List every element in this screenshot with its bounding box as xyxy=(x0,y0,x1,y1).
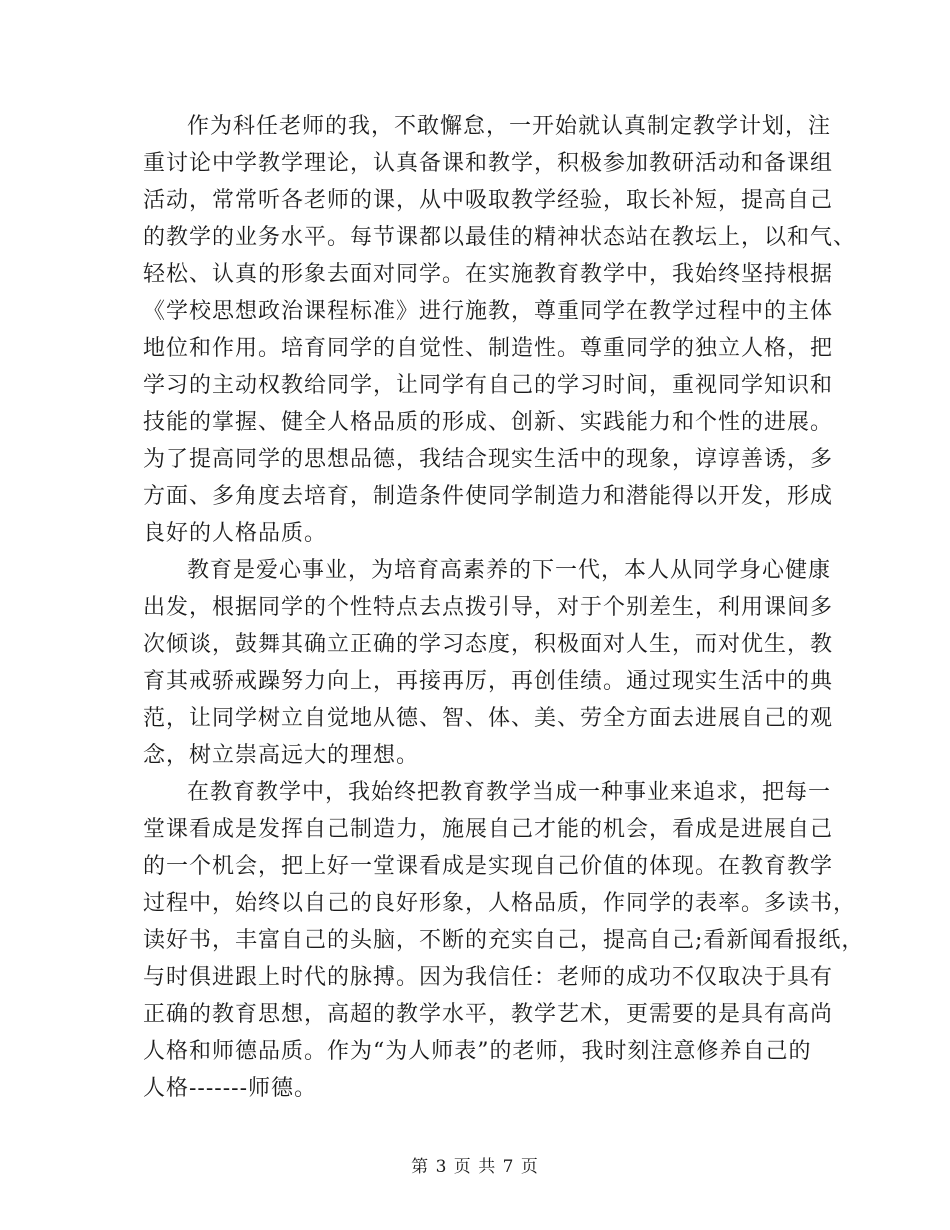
paragraph-1-line-8: 学习的主动权教给同学，让同学有自己的学习时间，重视同学知识和 xyxy=(143,373,834,398)
paragraph-1-line-9: 技能的掌握、健全人格品质的形成、创新、实践能力和个性的进展。 xyxy=(143,410,834,435)
paragraph-1-line-3: 活动，常常听各老师的课，从中吸取教学经验，取长补短，提高自己 xyxy=(143,188,834,213)
paragraph-1-line-5: 轻松、认真的形象去面对同学。在实施教育教学中，我始终坚持根据 xyxy=(143,262,834,287)
paragraph-1-line-1: 作为科任老师的我，不敢懈怠，一开始就认真制定教学计划，注 xyxy=(187,114,832,139)
paragraph-3-line-2: 堂课看成是发挥自己制造力，施展自己才能的机会，看成是进展自己 xyxy=(143,817,834,842)
paragraph-1-line-11: 方面、多角度去培育，制造条件使同学制造力和潜能得以开发，形成 xyxy=(143,484,834,509)
paragraph-2-line-4: 育其戒骄戒躁努力向上，再接再厉，再创佳绩。通过现实生活中的典 xyxy=(143,669,834,694)
paragraph-1-line-12: 良好的人格品质。 xyxy=(143,521,328,546)
paragraph-3-line-5: 读好书，丰富自己的头脑，不断的充实自己，提高自己;看新闻看报纸， xyxy=(143,928,865,953)
paragraph-3-line-4: 过程中，始终以自己的良好形象，人格品质，作同学的表率。多读书， xyxy=(143,891,857,916)
paragraph-3-line-7: 正确的教育思想，高超的教学水平，教学艺术，更需要的是具有高尚 xyxy=(143,1002,834,1027)
paragraph-1-line-4: 的教学的业务水平。每节课都以最佳的精神状态站在教坛上，以和气、 xyxy=(143,225,857,250)
paragraph-1-line-6: 《学校思想政治课程标准》进行施教，尊重同学在教学过程中的主体 xyxy=(143,299,834,324)
paragraph-3-line-6: 与时俱进跟上时代的脉搏。因为我信任：老师的成功不仅取决于具有 xyxy=(143,965,834,990)
paragraph-3-line-9: 人格-------师德。 xyxy=(143,1076,318,1101)
paragraph-1-line-10: 为了提高同学的思想品德，我结合现实生活中的现象，谆谆善诱，多 xyxy=(143,447,834,472)
page-number-footer: 第 3 页 共 7 页 xyxy=(411,1157,539,1177)
paragraph-3-line-8: 人格和师德品质。作为“为人师表”的老师，我时刻注意修养自己的 xyxy=(143,1039,812,1064)
paragraph-1-line-7: 地位和作用。培育同学的自觉性、制造性。尊重同学的独立人格，把 xyxy=(143,336,834,361)
paragraph-1-line-2: 重讨论中学教学理论，认真备课和教学，积极参加教研活动和备课组 xyxy=(143,151,834,176)
paragraph-3-line-1: 在教育教学中，我始终把教育教学当成一种事业来追求，把每一 xyxy=(187,780,832,805)
paragraph-2-line-1: 教育是爱心事业，为培育高素养的下一代，本人从同学身心健康 xyxy=(187,558,832,583)
paragraph-2-line-2: 出发，根据同学的个性特点去点拨引导，对于个别差生，利用课间多 xyxy=(143,595,834,620)
paragraph-3-line-3: 的一个机会，把上好一堂课看成是实现自己价值的体现。在教育教学 xyxy=(143,854,834,879)
paragraph-2-line-5: 范，让同学树立自觉地从德、智、体、美、劳全方面去进展自己的观 xyxy=(143,706,834,731)
paragraph-2-line-3: 次倾谈，鼓舞其确立正确的学习态度，积极面对人生，而对优生，教 xyxy=(143,632,834,657)
paragraph-2-line-6: 念，树立崇高远大的理想。 xyxy=(143,743,420,768)
